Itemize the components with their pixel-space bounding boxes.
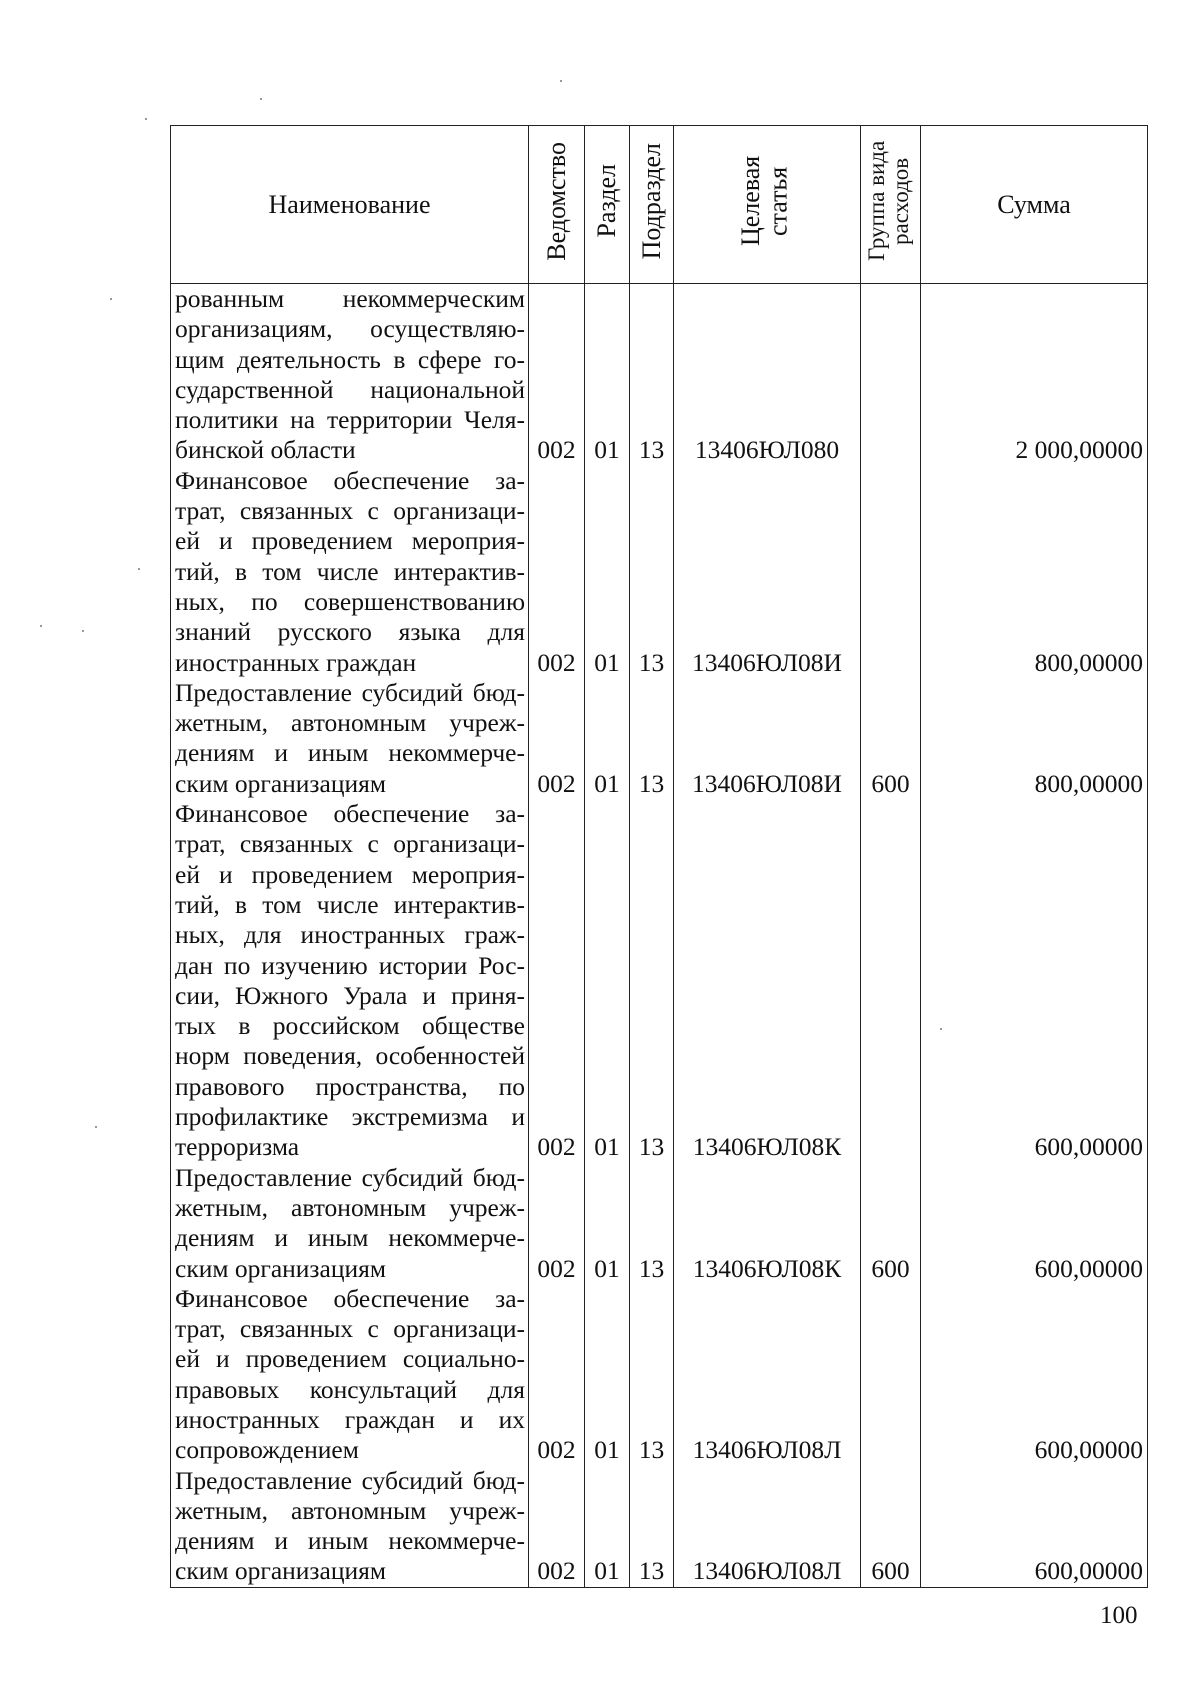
name-line: норм поведения, особенностей	[175, 1041, 525, 1071]
cell-gruppa	[861, 284, 921, 466]
name-line: дениям и иным некоммерче-	[175, 1526, 525, 1556]
scan-speck	[560, 80, 562, 82]
budget-table	[170, 125, 1148, 1588]
cell-summa: 600,00000	[921, 1163, 1148, 1284]
cell-podrazdel: 13	[630, 1284, 674, 1466]
cell-summa: 600,00000	[921, 799, 1148, 1163]
name-line: жетным, автономным учреж-	[175, 1495, 525, 1525]
budget-table-container	[170, 125, 1147, 1588]
name-line: правового пространства, по	[175, 1071, 525, 1101]
cell-celevaya-statya: 13406ЮЛ08Л	[674, 1284, 861, 1466]
scan-speck	[95, 1126, 97, 1128]
table-row	[171, 678, 1148, 799]
cell-gruppa	[861, 1284, 921, 1466]
scan-speck	[145, 118, 147, 120]
cell-name	[171, 678, 529, 799]
name-line: дан по изучению истории Рос-	[175, 950, 525, 980]
cell-vedomstvo: 002	[529, 799, 585, 1163]
name-line: ским организациям	[175, 1253, 386, 1283]
cell-vedomstvo: 002	[529, 466, 585, 678]
cell-razdel: 01	[585, 1466, 630, 1588]
name-line: ей и проведением мероприя-	[175, 526, 525, 556]
cell-vedomstvo: 002	[529, 284, 585, 466]
cell-name	[171, 466, 529, 678]
name-line: сопровождением	[175, 1435, 359, 1465]
cell-celevaya-statya: 13406ЮЛ08Л	[674, 1466, 861, 1588]
table-row	[171, 1284, 1148, 1466]
scan-speck	[940, 1028, 942, 1030]
name-line: щим деятельность в сфере го-	[175, 344, 525, 374]
name-line: жетным, автономным учреж-	[175, 708, 525, 738]
cell-razdel: 01	[585, 284, 630, 466]
name-line: знаний русского языка для	[175, 617, 525, 647]
cell-gruppa: 600	[861, 1163, 921, 1284]
cell-razdel: 01	[585, 799, 630, 1163]
cell-gruppa	[861, 799, 921, 1163]
name-line: Финансовое обеспечение за-	[175, 799, 525, 829]
name-line: тий, в том числе интерактив-	[175, 889, 525, 919]
name-line: рованным некоммерческим	[175, 284, 525, 313]
name-line: ей и проведением социально-	[175, 1344, 525, 1374]
name-line: организациям, осуществляю-	[175, 314, 525, 344]
cell-celevaya-statya: 13406ЮЛ08К	[674, 1163, 861, 1284]
name-line: тий, в том числе интерактив-	[175, 556, 525, 586]
header-summa: Сумма	[921, 126, 1148, 284]
cell-razdel: 01	[585, 1284, 630, 1466]
cell-summa: 800,00000	[921, 678, 1148, 799]
cell-razdel: 01	[585, 1163, 630, 1284]
cell-podrazdel: 13	[630, 1163, 674, 1284]
cell-name	[171, 1163, 529, 1284]
table-row	[171, 1466, 1148, 1588]
table-row	[171, 799, 1148, 1163]
cell-name	[171, 284, 529, 466]
cell-gruppa	[861, 466, 921, 678]
name-line: ей и проведением мероприя-	[175, 859, 525, 889]
name-line: Предоставление субсидий бюд-	[175, 677, 525, 707]
name-line: политики на территории Челя-	[175, 405, 525, 435]
name-line: иностранных граждан и их	[175, 1404, 525, 1434]
cell-vedomstvo: 002	[529, 1466, 585, 1588]
table-row	[171, 1163, 1148, 1284]
scan-speck	[82, 630, 84, 632]
page-number: 100	[1100, 1602, 1138, 1629]
cell-name	[171, 1284, 529, 1466]
name-line: Предоставление субсидий бюд-	[175, 1162, 525, 1192]
name-line: тых в российском обществе	[175, 1011, 525, 1041]
scan-speck	[138, 568, 140, 570]
cell-summa: 600,00000	[921, 1284, 1148, 1466]
cell-vedomstvo: 002	[529, 1163, 585, 1284]
name-line: сударственной национальной	[175, 374, 525, 404]
table-row	[171, 284, 1148, 466]
name-line: Финансовое обеспечение за-	[175, 1283, 525, 1313]
cell-celevaya-statya: 13406ЮЛ080	[674, 284, 861, 466]
cell-name	[171, 1466, 529, 1588]
header-celevaya-statya: Целевая статья	[674, 126, 861, 284]
name-line: ных, по совершенствованию	[175, 586, 525, 616]
name-line: бинской области	[175, 435, 356, 465]
cell-gruppa: 600	[861, 1466, 921, 1588]
header-vedomstvo: Ведомство	[529, 126, 585, 284]
name-line: ским организациям	[175, 1556, 386, 1586]
name-line: трат, связанных с организаци-	[175, 496, 525, 526]
cell-summa: 2 000,00000	[921, 284, 1148, 466]
table-body	[171, 284, 1148, 1588]
name-line: Предоставление субсидий бюд-	[175, 1465, 525, 1495]
scan-speck	[260, 98, 262, 100]
scan-speck	[40, 625, 42, 627]
cell-summa: 800,00000	[921, 466, 1148, 678]
cell-razdel: 01	[585, 678, 630, 799]
header-gruppa-vida-rashodov: Группа вида расходов	[861, 126, 921, 284]
scan-speck	[110, 298, 112, 300]
cell-gruppa: 600	[861, 678, 921, 799]
name-line: жетным, автономным учреж-	[175, 1192, 525, 1222]
name-line: Финансовое обеспечение за-	[175, 465, 525, 495]
name-line: иностранных граждан	[175, 647, 417, 677]
cell-celevaya-statya: 13406ЮЛ08И	[674, 678, 861, 799]
cell-summa: 600,00000	[921, 1466, 1148, 1588]
cell-razdel: 01	[585, 466, 630, 678]
header-razdel: Раздел	[585, 126, 630, 284]
header-podrazdel: Подраздел	[630, 126, 674, 284]
name-line: дениям и иным некоммерче-	[175, 738, 525, 768]
name-line: сии, Южного Урала и приня-	[175, 980, 525, 1010]
cell-celevaya-statya: 13406ЮЛ08И	[674, 466, 861, 678]
cell-podrazdel: 13	[630, 284, 674, 466]
cell-vedomstvo: 002	[529, 678, 585, 799]
cell-vedomstvo: 002	[529, 1284, 585, 1466]
name-line: правовых консультаций для	[175, 1374, 525, 1404]
cell-podrazdel: 13	[630, 678, 674, 799]
cell-podrazdel: 13	[630, 466, 674, 678]
name-line: трат, связанных с организаци-	[175, 1314, 525, 1344]
name-line: трат, связанных с организаци-	[175, 829, 525, 859]
header-name: Наименование	[171, 126, 529, 284]
table-row	[171, 466, 1148, 678]
name-line: терроризма	[175, 1132, 300, 1162]
name-line: ским организациям	[175, 768, 386, 798]
name-line: ных, для иностранных граж-	[175, 920, 525, 950]
table-header	[171, 126, 1148, 284]
cell-podrazdel: 13	[630, 1466, 674, 1588]
cell-name	[171, 799, 529, 1163]
cell-celevaya-statya: 13406ЮЛ08К	[674, 799, 861, 1163]
cell-podrazdel: 13	[630, 799, 674, 1163]
name-line: дениям и иным некоммерче-	[175, 1223, 525, 1253]
name-line: профилактике экстремизма и	[175, 1102, 525, 1132]
